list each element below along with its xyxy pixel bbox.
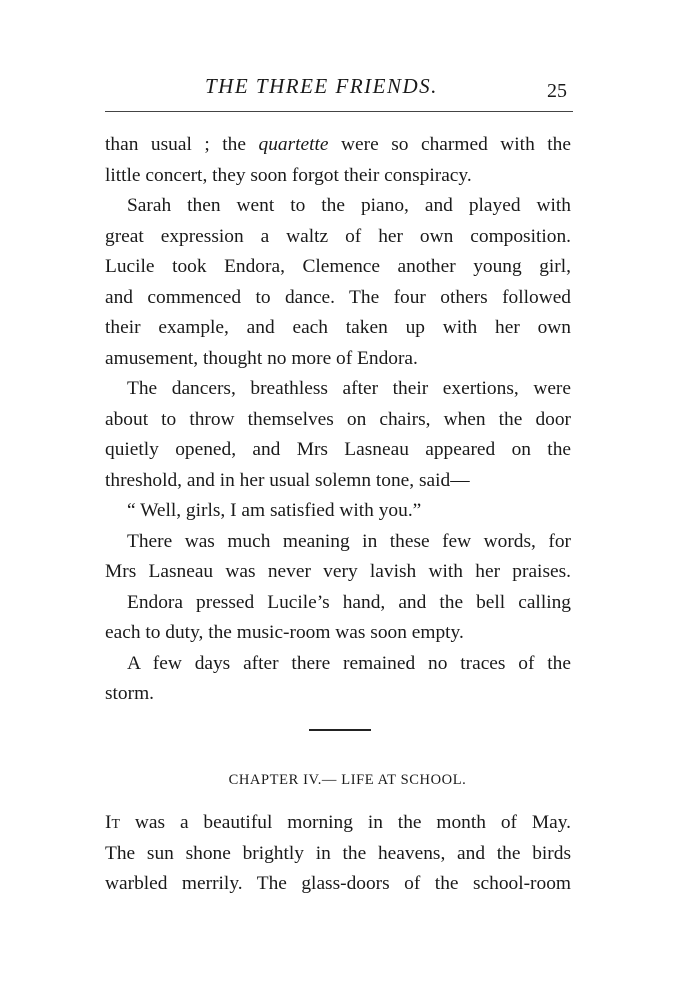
text-line: A few days after there remained no traces of the xyxy=(127,652,571,674)
text-line: There was much meaning in these few words, for xyxy=(127,530,571,552)
body-text xyxy=(105,130,571,710)
text-line: quietly opened, and Mrs Lasneau appeared on the xyxy=(105,439,571,460)
text-line: amusement, thought no more of Endora. xyxy=(105,347,418,369)
text-line: Lucile took Endora, Clemence another young girl, xyxy=(105,256,571,277)
text-line: The dancers, breathless after their exertions, were xyxy=(127,378,571,399)
italic-word: quartette xyxy=(258,134,329,155)
text-line xyxy=(105,130,571,161)
text-line: storm. xyxy=(105,683,155,704)
section-divider xyxy=(309,729,371,731)
text-line: their example, and each taken up with her own xyxy=(105,317,571,338)
text-line: threshold, and in her usual solemn tone, said— xyxy=(105,469,470,491)
text-line: The sun shone brightly in the heavens, and the birds xyxy=(105,842,571,864)
chapter-heading: CHAPTER IV.— LIFE AT SCHOOL. xyxy=(228,772,467,788)
text-line: Endora pressed Lucile’s hand, and the bell calling xyxy=(127,591,571,613)
text-line: Mrs Lasneau was never very lavish with her praises. xyxy=(105,561,571,582)
opening-word: It xyxy=(105,812,121,833)
running-head xyxy=(0,74,695,106)
text-line: “ Well, girls, I am satisfied with you.” xyxy=(127,500,422,521)
text-fragment: than usual ; the xyxy=(105,134,259,155)
page-number: 25 xyxy=(547,80,567,102)
chapter-text xyxy=(105,808,571,900)
text-fragment: was a beautiful morning in the month of May. xyxy=(120,812,571,833)
text-line: Sarah then went to the piano, and played with xyxy=(127,195,571,216)
text-line: and commenced to dance. The four others followed xyxy=(105,286,571,308)
text-line: about to throw themselves on chairs, when the door xyxy=(105,408,571,430)
text-line xyxy=(105,808,571,839)
running-title: THE THREE FRIENDS. xyxy=(205,74,438,98)
text-line: little concert, they soon forgot their conspiracy. xyxy=(105,164,472,186)
header-rule xyxy=(105,111,573,112)
text-fragment: were so charmed with the xyxy=(328,134,571,155)
text-line: great expression a waltz of her own composition. xyxy=(105,225,571,247)
text-line: each to duty, the music-room was soon empty. xyxy=(105,622,464,643)
text-line: warbled merrily. The glass-doors of the school-room xyxy=(105,873,571,894)
